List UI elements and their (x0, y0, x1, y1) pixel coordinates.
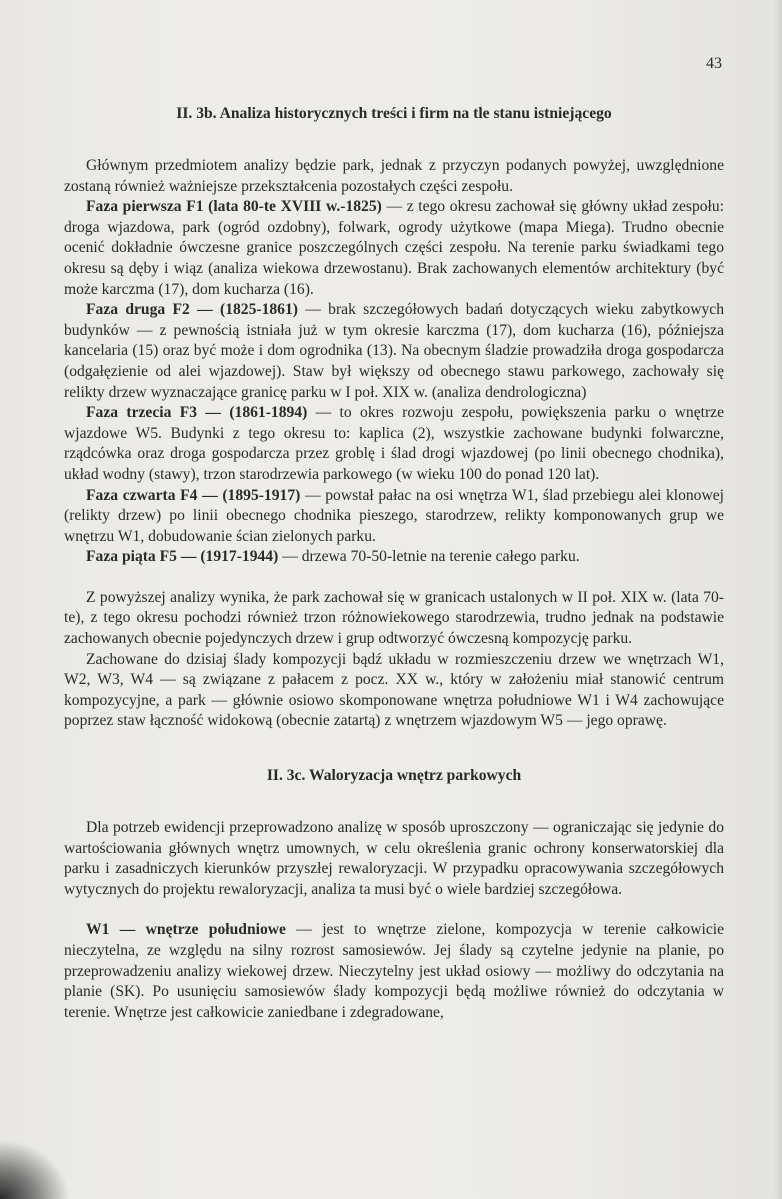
phase-label: Faza pierwsza F1 (lata 80-te XVIII w.-1825) (86, 198, 382, 216)
phase-label: Faza czwarta F4 — (1895-1917) (86, 486, 301, 504)
scan-corner-shadow (0, 1139, 70, 1199)
phase-paragraph-f5 (64, 547, 724, 568)
section-heading-3c: II. 3c. Waloryzacja wnętrz parkowych (266, 767, 522, 785)
valuation-intro-paragraph: Dla potrzeb ewidencji przeprowadzono analizę w sposób uproszczony — ograniczając się jedynie do wartościowania głównych wnętrz umownych, w celu określenia granic ochrony konserwatorskiej dla parku i zasadniczych kierunków przyszłej rewaloryzacji. W przypadku opracowywania szczegółowych wytycznych do projektu rewaloryzacji, analiza ta musi być o wiele bardziej szczegółowa. (64, 819, 724, 898)
phase-paragraph-f1 (64, 197, 724, 300)
section-heading-3b: II. 3b. Analiza historycznych treści i firm na tle stanu istniejącego (176, 105, 612, 122)
phase-text: — to okres rozwoju zespołu, powiększenia parku o wnętrze wjazdowe W5. Budynki z tego okresu to: kaplica (2), wszystkie zachowane budynki folwarczne, rządcówka oraz droga gospodarcza przez groblę i ślad drogi wjazdowej (po linii obecnego chodnika), układ wodny (stawy), trzon starodrzewia parkowego (w wieku 100 do ponad 120 lat). (64, 404, 724, 483)
intro-paragraph: Głównym przedmiotem analizy będzie park, jednak z przyczyn podanych powyżej, uwzględnione zostaną również ważniejsze przekształcenia pozostałych części zespołu. (64, 157, 724, 195)
phase-label: Faza druga F2 — (1825-1861) (86, 301, 298, 319)
phase-text: — z tego okresu zachował się główny układ zespołu: droga wjazdowa, park (ogród ozdobny), folwark, ogrody użytkowe (mapa Miega). Trudno obecnie ocenić dokładnie ówczesne granice poszczególnych części zespołu. Na terenie parku świadkami tego okresu są dęby i wiąz (analiza wiekowa drzewostanu). Brak zachowanych elementów architektury (być może karczma (17), dom kucharza (16). (64, 198, 725, 298)
document-body (64, 104, 724, 1023)
page-edge-shading (774, 0, 782, 1199)
conclusion-paragraph: Z powyższej analizy wynika, że park zachował się w granicach ustalonych w II poł. XIX w. (lata 70-te), z tego okresu pochodzi również trzon różnowiekowego starodrzewia, trudno jednak na podstawie zachowanych obecnie pojedynczych drzew i grup odtworzyć ówczesną kompozycję parku. (64, 588, 724, 648)
phase-text: — powstał pałac na osi wnętrza W1, ślad przebiegu alei klonowej (relikty drzew) po linii obecnego chodnika pieszego, starodrzew, relikty komponowanych grup we wnętrzu W1, dobudowanie ścian zielonych parku. (64, 486, 724, 545)
w1-label: W1 — wnętrze południowe (86, 921, 286, 939)
phase-text: — drzewa 70-50-letnie na terenie całego parku. (278, 548, 580, 566)
phase-label: Faza trzecia F3 — (1861-1894) (86, 404, 308, 422)
phase-paragraph-f2 (64, 300, 724, 403)
phase-text: — brak szczegółowych badań dotyczących wieku zabytkowych budynków — z pewnością istniała już w tym okresie karczma (17), dom kucharza (16), późniejsza kancelaria (15) oraz być może i dom ogrodnika (13). Na obecnym śladzie prowadziła droga gospodarcza (odgałęzienie od alei wjazdowej). Staw był większy od obecnego stawu parkowego, zachowały się relikty drzew wyznaczające granicę parku w I poł. XIX w. (analiza dendrologiczna) (64, 301, 725, 401)
conclusion-paragraph: Zachowane do dzisiaj ślady kompozycji bądź układu w rozmieszczeniu drzew we wnętrzach W1, W2, W3, W4 — są związane z pałacem z pocz. XX w., który w założeniu miał stanowić centrum kompozycyjne, a park — głównie osiowo skomponowane wnętrza południowe W1 i W4 zachowujące poprzez staw łączność widokową (obecnie zatartą) z wnętrzem wjazdowym W5 — jego oprawę. (64, 650, 724, 730)
phase-label: Faza piąta F5 — (1917-1944) (86, 548, 279, 566)
w1-paragraph (64, 920, 724, 1023)
page-number: 43 (706, 55, 722, 72)
phase-paragraph-f3 (64, 403, 724, 485)
phase-paragraph-f4 (64, 486, 724, 548)
w1-text: — jest to wnętrze zielone, kompozycja w terenie całkowicie nieczytelna, ze względu na silny rozrost samosiewów. Jej ślady są czytelne jedynie na planie, po przeprowadzeniu analizy wiekowej drzew. Nieczytelny jest układ osiowy — możliwy do odczytania na planie (SK). Po usunięciu samosiewów ślady kompozycji będą możliwe również do odczytania w terenie. Wnętrze jest całkowicie zaniedbane i zdegradowane, (64, 921, 724, 1021)
